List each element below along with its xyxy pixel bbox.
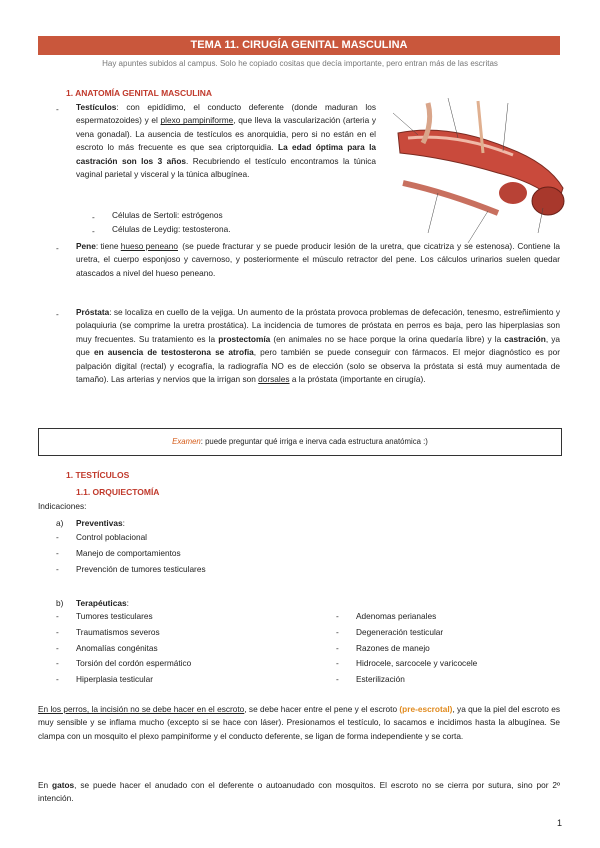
therapeutic-title: Terapéuticas: [76, 598, 129, 608]
penis-paragraph: (se puede fracturar y se puede producir lesión de la uretra, que cicatriza y se estenosa). Contiene la uretra, el cuerpo esponjoso y cavernoso, y posteriormente el músculo retractor del pene. Los cálculos urinarios suelen quedar atascados a nivel del hueso peneano. [76, 241, 560, 278]
list-item: - Traumatismos severos [56, 626, 160, 637]
section-orchiectomy-heading: 1.1. ORQUIECTOMÍA [76, 487, 160, 497]
preventive-title: Preventivas: [76, 518, 125, 528]
list-item: - Torsión del cordón espermático [56, 658, 192, 669]
list-item: - Hidrocele, sarcocele y varicocele [336, 658, 478, 669]
list-item: - Hiperplasia testicular [56, 674, 154, 685]
list-item: - Tumores testiculares [56, 611, 153, 621]
list-item: - Prevención de tumores testiculares [56, 563, 206, 574]
list-item: - Adenomas perianales [336, 611, 437, 621]
sertoli-item: Células de Sertoli: estrógenos [112, 210, 223, 220]
list-item: - Degeneración testicular [336, 626, 444, 637]
section-testicles-heading: 1. TESTÍCULOS [66, 470, 130, 480]
anatomy-drawing [388, 93, 573, 258]
genital-anatomy-illustration [388, 93, 573, 258]
cats-paragraph: En gatos, se puede hacer el anudado con el deferente o autoanudado con mosquitos. El escroto no se cierra por sutura, sino por 2º intención. [38, 780, 560, 804]
penis-paragraph-part1: Pene: tiene hueso peneano [76, 241, 178, 251]
page-title: TEMA 11. CIRUGÍA GENITAL MASCULINA [38, 36, 560, 55]
preventive-label: a) [56, 518, 64, 528]
bullet-dash: - [92, 212, 95, 222]
indications-label: Indicaciones: [38, 501, 87, 511]
section-anatomy-heading: 1. ANATOMÍA GENITAL MASCULINA [66, 88, 213, 98]
prostate-paragraph: Próstata: se localiza en cuello de la vejiga. Un aumento de la próstata provoca problemas de defecación, tenesmo, estreñimiento y polaquiuria (se comprime la uretra prostática). La incidencia de tumores de próstata en perros es baja, pero las hiperplasias son muy frecuentes. Su tratamiento es la prostectomía (en animales no se hace porque la orina quedaría libre) y la castración, ya que en ausencia de testosterona se atrofia, pero también se puede conseguir con fármacos. El mejor diagnóstico es por palpación digital (rectal) y ecografía, la radiografía NO es de elección (solo se observa la próstata si está muy aumentada de tamaño). Las arterias y nervios que la irrigan son dorsales a la próstata (importante en cirugía). [76, 307, 560, 385]
list-item: - Manejo de comportamientos [56, 547, 181, 558]
page-number: 1 [556, 818, 562, 828]
testicles-paragraph: Testículos: con epidídimo, el conducto deferente (donde maduran los espermatozoides) y el plexo pampiniforme, que lleva la vascularización (arteria y vena gonadal). La ausencia de testículos es anorquidia, pero si no están en el escroto lo más frecuente es que sea criptorquidia. La edad óptima para la castración son los 3 años. Recubriendo el testículo encontramos la túnica vaginal parietal y visceral y la túnica albugínea. [76, 102, 377, 180]
therapeutic-list-right [336, 609, 477, 688]
exam-note-box: Examen: puede preguntar qué irriga e inerva cada estructura anatómica :) [38, 428, 562, 456]
therapeutic-label: b) [56, 598, 64, 608]
bullet-dash: - [56, 243, 59, 253]
list-item: - Anomalías congénitas [56, 642, 158, 653]
bullet-dash: - [56, 309, 59, 319]
bullet-dash: - [92, 226, 95, 236]
list-item: - Razones de manejo [336, 642, 430, 653]
list-item: - Esterilización [336, 674, 405, 685]
dogs-paragraph: En los perros, la incisión no se debe hacer en el escroto, se debe hacer entre el pene y el escroto (pre-escrotal), ya que la piel del escroto es muy sensible y se inflama mucho (excepto si se hace con láser). Presionamos el testículo, lo sacamos e incidimos hasta la albugínea. Se clampa con un mosquito el plexo pampiniforme y el conducto deferente, se ligan de forma independiente y se corta. [38, 704, 560, 741]
list-item: - Control poblacional [56, 532, 148, 542]
subtitle: Hay apuntes subidos al campus. Solo he copiado cositas que decía importante, pero entran más de las escritas [102, 59, 498, 68]
bullet-dash: - [56, 104, 59, 114]
preventive-list [56, 530, 206, 577]
therapeutic-list-left [56, 609, 191, 688]
leydig-item: Células de Leydig: testosterona. [112, 224, 231, 234]
